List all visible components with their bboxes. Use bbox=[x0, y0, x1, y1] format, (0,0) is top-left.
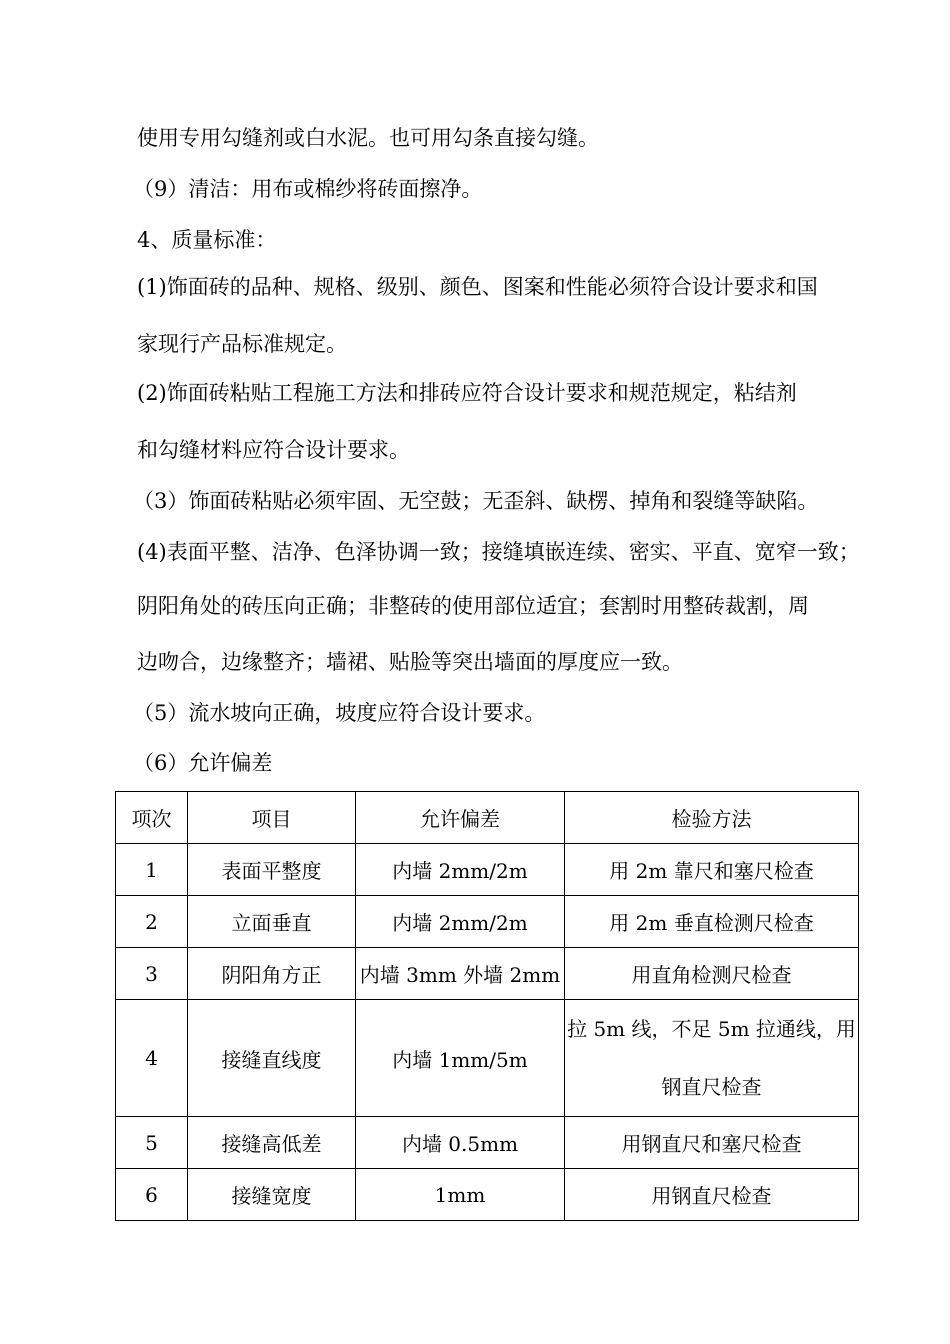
cell-method-line1: 拉 5m 线，不足 5m 拉通线，用 bbox=[567, 1017, 856, 1041]
tolerance-table bbox=[115, 791, 859, 1221]
table-row bbox=[116, 1000, 859, 1117]
cell-tolerance: 1mm bbox=[356, 1169, 565, 1221]
cell-index: 4 bbox=[116, 1000, 188, 1117]
paragraph-standard-5: （5）流水坡向正确，坡度应符合设计要求。 bbox=[133, 701, 546, 725]
cell-index: 1 bbox=[116, 844, 188, 896]
paragraph-standard-1-line1: (1)饰面砖的品种、规格、级别、颜色、图案和性能必须符合设计要求和国 bbox=[137, 275, 818, 299]
cell-item: 立面垂直 bbox=[188, 896, 356, 948]
section-heading-quality: 4、质量标准： bbox=[137, 228, 277, 252]
cell-index: 6 bbox=[116, 1169, 188, 1221]
table-row bbox=[116, 1169, 859, 1221]
cell-item: 接缝直线度 bbox=[188, 1000, 356, 1117]
table-row bbox=[116, 948, 859, 1000]
cell-method: 用钢直尺检查 bbox=[565, 1169, 859, 1221]
table-row bbox=[116, 1117, 859, 1169]
table-header-row bbox=[116, 792, 859, 844]
paragraph-standard-2-line1: (2)饰面砖粘贴工程施工方法和排砖应符合设计要求和规范规定，粘结剂 bbox=[137, 381, 797, 405]
header-index: 项次 bbox=[116, 792, 188, 844]
cell-tolerance: 内墙 2mm/2m bbox=[356, 896, 565, 948]
paragraph-cleaning: （9）清洁：用布或棉纱将砖面擦净。 bbox=[133, 177, 483, 201]
table-row bbox=[116, 844, 859, 896]
paragraph-standard-4-line1: (4)表面平整、洁净、色泽协调一致；接缝填嵌连续、密实、平直、宽窄一致； bbox=[137, 540, 860, 564]
header-item: 项目 bbox=[188, 792, 356, 844]
cell-item: 接缝宽度 bbox=[188, 1169, 356, 1221]
cell-index: 5 bbox=[116, 1117, 188, 1169]
header-method: 检验方法 bbox=[565, 792, 859, 844]
cell-tolerance: 内墙 2mm/2m bbox=[356, 844, 565, 896]
paragraph-grouting: 使用专用勾缝剂或白水泥。也可用勾条直接勾缝。 bbox=[137, 126, 599, 150]
cell-method: 用直角检测尺检查 bbox=[565, 948, 859, 1000]
paragraph-standard-6: （6）允许偏差 bbox=[133, 751, 273, 775]
cell-method: 用 2m 垂直检测尺检查 bbox=[565, 896, 859, 948]
paragraph-standard-4-line2: 阴阳角处的砖压向正确；非整砖的使用部位适宜；套割时用整砖裁割，周 bbox=[137, 594, 809, 618]
cell-index: 3 bbox=[116, 948, 188, 1000]
paragraph-standard-3: （3）饰面砖粘贴必须牢固、无空鼓；无歪斜、缺楞、掉角和裂缝等缺陷。 bbox=[133, 489, 819, 513]
cell-method: 用 2m 靠尺和塞尺检查 bbox=[565, 844, 859, 896]
cell-tolerance: 内墙 1mm/5m bbox=[356, 1000, 565, 1117]
cell-item: 阴阳角方正 bbox=[188, 948, 356, 1000]
cell-method: 用钢直尺和塞尺检查 bbox=[565, 1117, 859, 1169]
cell-index: 2 bbox=[116, 896, 188, 948]
cell-method-line2: 钢直尺检查 bbox=[661, 1075, 762, 1099]
paragraph-standard-2-line2: 和勾缝材料应符合设计要求。 bbox=[137, 438, 410, 462]
cell-item: 接缝高低差 bbox=[188, 1117, 356, 1169]
header-tolerance: 允许偏差 bbox=[356, 792, 565, 844]
paragraph-standard-1-line2: 家现行产品标准规定。 bbox=[137, 332, 347, 356]
table-row bbox=[116, 896, 859, 948]
cell-tolerance: 内墙 3mm 外墙 2mm bbox=[356, 948, 565, 1000]
cell-tolerance: 内墙 0.5mm bbox=[356, 1117, 565, 1169]
paragraph-standard-4-line3: 边吻合，边缘整齐；墙裙、贴脸等突出墙面的厚度应一致。 bbox=[137, 650, 683, 674]
cell-method bbox=[565, 1000, 859, 1117]
cell-item: 表面平整度 bbox=[188, 844, 356, 896]
